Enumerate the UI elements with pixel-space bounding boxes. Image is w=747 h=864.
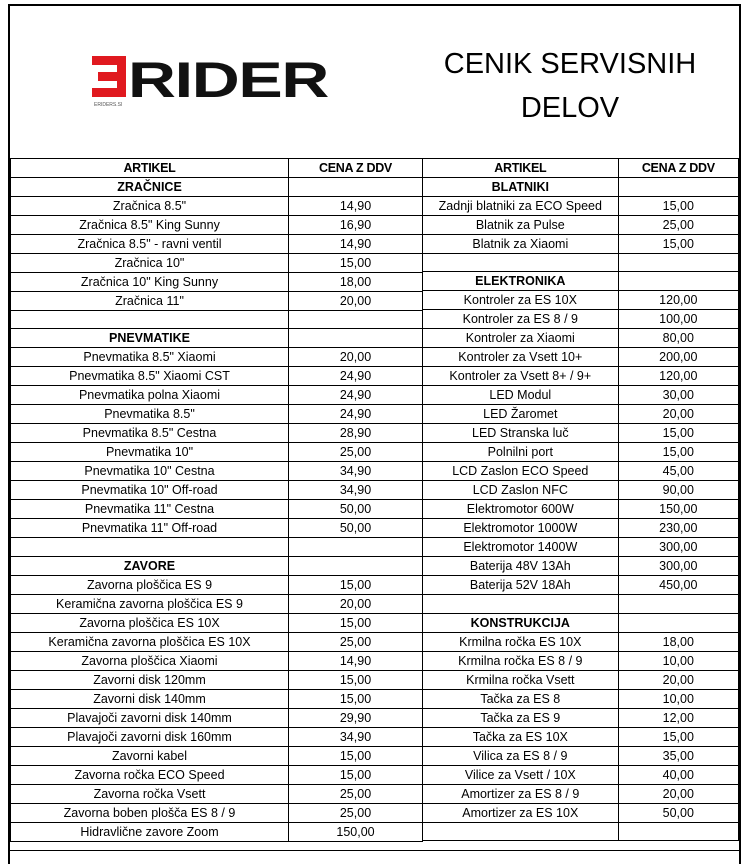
table-row: [423, 651, 739, 670]
empty-price-cell: [289, 329, 423, 348]
price-cell: 20,00: [289, 348, 423, 367]
price-cell: 25,00: [289, 443, 423, 462]
table-row: [423, 784, 739, 803]
table-row: [11, 500, 423, 519]
table-row: [423, 557, 739, 576]
article-cell: Plavajoči zavorni disk 160mm: [11, 727, 289, 746]
price-cell: 16,90: [289, 216, 423, 235]
table-row: [11, 803, 423, 822]
section-heading: ELEKTRONIKA: [423, 272, 619, 291]
article-cell: Zavorna ploščica Xiaomi: [11, 651, 289, 670]
article-cell: Keramična zavorna ploščica ES 10X: [11, 632, 289, 651]
table-row: [423, 424, 739, 443]
article-cell: LCD Zaslon NFC: [423, 481, 619, 500]
article-cell: Zavorna boben plošča ES 8 / 9: [11, 803, 289, 822]
article-cell: Elektromotor 1400W: [423, 538, 619, 557]
table-row: [11, 481, 423, 500]
table-row: [423, 765, 739, 784]
article-cell: Kontroler za Xiaomi: [423, 329, 619, 348]
article-cell: Pnevmatika 11" Cestna: [11, 500, 289, 519]
article-cell: Polnilni port: [423, 443, 619, 462]
price-cell: 15,00: [618, 443, 738, 462]
article-cell: Zavorna ploščica ES 9: [11, 575, 289, 594]
price-cell: 15,00: [289, 670, 423, 689]
blank-row: [423, 822, 739, 840]
price-cell: 20,00: [618, 784, 738, 803]
price-cell: 15,00: [289, 765, 423, 784]
article-cell: Blatnik za Xiaomi: [423, 235, 619, 254]
price-cell: 50,00: [618, 803, 738, 822]
price-cell: 15,00: [289, 254, 423, 273]
price-column-header: CENA Z DDV: [289, 159, 423, 178]
empty-price-cell: [289, 538, 423, 556]
price-cell: 20,00: [289, 594, 423, 613]
price-cell: 20,00: [618, 670, 738, 689]
price-cell: 50,00: [289, 500, 423, 519]
table-row: [11, 292, 423, 311]
section-heading: PNEVMATIKE: [11, 329, 289, 348]
article-cell: Zračnica 10" King Sunny: [11, 273, 289, 292]
price-cell: 230,00: [618, 519, 738, 538]
section-row: [423, 613, 739, 632]
table-row: [423, 329, 739, 348]
article-cell: Zavorni kabel: [11, 746, 289, 765]
blank-row: [11, 311, 423, 329]
empty-cell: [423, 254, 619, 272]
article-cell: Elektromotor 600W: [423, 500, 619, 519]
table-row: [11, 594, 423, 613]
table-row: [11, 443, 423, 462]
price-cell: 24,90: [289, 367, 423, 386]
section-row: [11, 556, 423, 575]
price-column-header: CENA Z DDV: [618, 159, 738, 178]
table-row: [423, 310, 739, 329]
table-row: [11, 727, 423, 746]
price-cell: 40,00: [618, 765, 738, 784]
price-cell: 28,90: [289, 424, 423, 443]
price-cell: 150,00: [289, 822, 423, 841]
article-cell: Tačka za ES 9: [423, 708, 619, 727]
article-cell: Pnevmatika 8.5": [11, 405, 289, 424]
price-cell: 18,00: [289, 273, 423, 292]
table-header-row: [11, 159, 423, 178]
price-cell: 50,00: [289, 519, 423, 538]
article-cell: Kontroler za ES 8 / 9: [423, 310, 619, 329]
table-row: [423, 235, 739, 254]
price-cell: 14,90: [289, 235, 423, 254]
table-row: [423, 689, 739, 708]
price-list-sheet: [8, 4, 741, 864]
table-row: [423, 500, 739, 519]
table-row: [423, 632, 739, 651]
price-cell: 10,00: [618, 651, 738, 670]
price-cell: 14,90: [289, 197, 423, 216]
table-row: [11, 386, 423, 405]
right-price-table: [422, 158, 739, 841]
article-cell: Kontroler za Vsett 10+: [423, 348, 619, 367]
table-row: [423, 291, 739, 310]
price-cell: 90,00: [618, 481, 738, 500]
article-cell: Tačka za ES 10X: [423, 727, 619, 746]
article-cell: Kontroler za ES 10X: [423, 291, 619, 310]
table-row: [11, 822, 423, 841]
empty-price-cell: [289, 556, 423, 575]
empty-price-cell: [289, 178, 423, 197]
table-row: [11, 632, 423, 651]
article-cell: Plavajoči zavorni disk 140mm: [11, 708, 289, 727]
empty-cell: [11, 538, 289, 556]
price-cell: 15,00: [618, 727, 738, 746]
section-heading: KONSTRUKCIJA: [423, 613, 619, 632]
empty-price-cell: [618, 822, 738, 840]
article-cell: Pnevmatika 10": [11, 443, 289, 462]
section-row: [423, 178, 739, 197]
price-cell: 15,00: [289, 689, 423, 708]
price-cell: 20,00: [289, 292, 423, 311]
article-cell: Tačka za ES 8: [423, 689, 619, 708]
table-row: [11, 765, 423, 784]
title-line-2: DELOV: [520, 92, 620, 124]
table-row: [423, 670, 739, 689]
price-cell: 12,00: [618, 708, 738, 727]
article-column-header: ARTIKEL: [11, 159, 289, 178]
price-cell: 15,00: [618, 197, 738, 216]
article-cell: Vilica za ES 8 / 9: [423, 746, 619, 765]
table-row: [11, 197, 423, 216]
price-cell: 15,00: [618, 424, 738, 443]
price-cell: 15,00: [289, 746, 423, 765]
price-cell: 150,00: [618, 500, 738, 519]
price-cell: 45,00: [618, 462, 738, 481]
article-cell: Elektromotor 1000W: [423, 519, 619, 538]
table-row: [11, 613, 423, 632]
article-cell: LCD Zaslon ECO Speed: [423, 462, 619, 481]
article-cell: Zavorna ročka ECO Speed: [11, 765, 289, 784]
section-heading: ZRAČNICE: [11, 178, 289, 197]
price-cell: 35,00: [618, 746, 738, 765]
article-cell: Keramična zavorna ploščica ES 9: [11, 594, 289, 613]
article-cell: Baterija 52V 18Ah: [423, 576, 619, 595]
article-cell: Zavorna ploščica ES 10X: [11, 613, 289, 632]
table-row: [423, 443, 739, 462]
price-cell: 29,90: [289, 708, 423, 727]
empty-price-cell: [618, 272, 738, 291]
price-cell: 80,00: [618, 329, 738, 348]
article-cell: Hidravlične zavore Zoom: [11, 822, 289, 841]
price-cell: 15,00: [618, 235, 738, 254]
price-cell: 24,90: [289, 386, 423, 405]
article-cell: Zračnica 10": [11, 254, 289, 273]
logo-wordmark: RIDER: [128, 52, 330, 108]
table-row: [423, 197, 739, 216]
left-price-table: [10, 158, 423, 842]
table-row: [11, 651, 423, 670]
article-cell: Krmilna ročka ES 8 / 9: [423, 651, 619, 670]
article-cell: LED Žaromet: [423, 405, 619, 424]
table-row: [423, 348, 739, 367]
article-cell: Vilice za Vsett / 10X: [423, 765, 619, 784]
article-cell: Pnevmatika 10" Cestna: [11, 462, 289, 481]
table-row: [11, 424, 423, 443]
blank-row: [11, 538, 423, 556]
table-row: [11, 519, 423, 538]
bottom-rule: [10, 850, 739, 851]
article-cell: Zračnica 8.5" - ravni ventil: [11, 235, 289, 254]
header: [10, 6, 739, 158]
price-cell: 10,00: [618, 689, 738, 708]
table-row: [423, 367, 739, 386]
article-cell: Krmilna ročka ES 10X: [423, 632, 619, 651]
empty-price-cell: [289, 311, 423, 329]
table-row: [423, 708, 739, 727]
section-row: [423, 272, 739, 291]
article-cell: Zračnica 8.5": [11, 197, 289, 216]
title-line-1: CENIK SERVISNIH: [443, 48, 697, 80]
article-cell: Zračnica 11": [11, 292, 289, 311]
article-cell: Zavorni disk 140mm: [11, 689, 289, 708]
price-cell: 34,90: [289, 462, 423, 481]
empty-price-cell: [618, 178, 738, 197]
price-cell: 34,90: [289, 727, 423, 746]
price-cell: 20,00: [618, 405, 738, 424]
article-cell: Kontroler za Vsett 8+ / 9+: [423, 367, 619, 386]
price-cell: 450,00: [618, 576, 738, 595]
article-cell: Zadnji blatniki za ECO Speed: [423, 197, 619, 216]
table-row: [11, 746, 423, 765]
table-row: [423, 519, 739, 538]
price-cell: 15,00: [289, 613, 423, 632]
section-heading: BLATNIKI: [423, 178, 619, 197]
article-cell: Baterija 48V 13Ah: [423, 557, 619, 576]
table-row: [11, 235, 423, 254]
section-row: [11, 178, 423, 197]
table-row: [423, 481, 739, 500]
table-row: [11, 462, 423, 481]
table-row: [423, 216, 739, 235]
table-row: [11, 689, 423, 708]
price-cell: 14,90: [289, 651, 423, 670]
empty-price-cell: [618, 613, 738, 632]
blank-row: [423, 595, 739, 613]
article-cell: LED Modul: [423, 386, 619, 405]
article-cell: Pnevmatika 10" Off-road: [11, 481, 289, 500]
logo-mark-icon: [92, 56, 126, 97]
empty-price-cell: [618, 254, 738, 272]
article-cell: Zavorna ročka Vsett: [11, 784, 289, 803]
price-cell: 30,00: [618, 386, 738, 405]
table-row: [11, 348, 423, 367]
table-row: [423, 538, 739, 557]
article-cell: Pnevmatika polna Xiaomi: [11, 386, 289, 405]
price-cell: 18,00: [618, 632, 738, 651]
article-cell: Zavorni disk 120mm: [11, 670, 289, 689]
empty-cell: [423, 822, 619, 840]
article-cell: Pnevmatika 8.5" Xiaomi: [11, 348, 289, 367]
price-cell: 34,90: [289, 481, 423, 500]
price-cell: 25,00: [618, 216, 738, 235]
price-cell: 25,00: [289, 803, 423, 822]
table-row: [11, 405, 423, 424]
table-row: [423, 462, 739, 481]
table-row: [423, 386, 739, 405]
table-row: [11, 708, 423, 727]
logo-tagline: ERIDERS.SI: [94, 102, 123, 108]
price-cell: 25,00: [289, 784, 423, 803]
article-column-header: ARTIKEL: [423, 159, 619, 178]
price-cell: 300,00: [618, 557, 738, 576]
table-row: [11, 670, 423, 689]
empty-cell: [11, 311, 289, 329]
table-header-row: [423, 159, 739, 178]
price-cell: 24,90: [289, 405, 423, 424]
table-row: [423, 576, 739, 595]
price-cell: 200,00: [618, 348, 738, 367]
article-cell: Amortizer za ES 10X: [423, 803, 619, 822]
article-cell: Amortizer za ES 8 / 9: [423, 784, 619, 803]
section-heading: ZAVORE: [11, 556, 289, 575]
table-row: [423, 746, 739, 765]
table-row: [423, 405, 739, 424]
article-cell: Blatnik za Pulse: [423, 216, 619, 235]
price-cell: 300,00: [618, 538, 738, 557]
price-cell: 120,00: [618, 291, 738, 310]
table-row: [11, 784, 423, 803]
article-cell: Pnevmatika 8.5" Cestna: [11, 424, 289, 443]
article-cell: Krmilna ročka Vsett: [423, 670, 619, 689]
table-row: [423, 727, 739, 746]
price-cell: 15,00: [289, 575, 423, 594]
table-row: [11, 367, 423, 386]
page-title: [420, 42, 720, 130]
article-cell: Pnevmatika 11" Off-road: [11, 519, 289, 538]
table-row: [11, 254, 423, 273]
price-cell: 120,00: [618, 367, 738, 386]
table-row: [423, 803, 739, 822]
rider-logo: [92, 50, 332, 110]
article-cell: LED Stranska luč: [423, 424, 619, 443]
empty-price-cell: [618, 595, 738, 613]
section-row: [11, 329, 423, 348]
price-cell: 25,00: [289, 632, 423, 651]
table-row: [11, 216, 423, 235]
article-cell: Pnevmatika 8.5" Xiaomi CST: [11, 367, 289, 386]
blank-row: [423, 254, 739, 272]
price-cell: 100,00: [618, 310, 738, 329]
table-row: [11, 575, 423, 594]
empty-cell: [423, 595, 619, 613]
table-row: [11, 273, 423, 292]
article-cell: Zračnica 8.5" King Sunny: [11, 216, 289, 235]
